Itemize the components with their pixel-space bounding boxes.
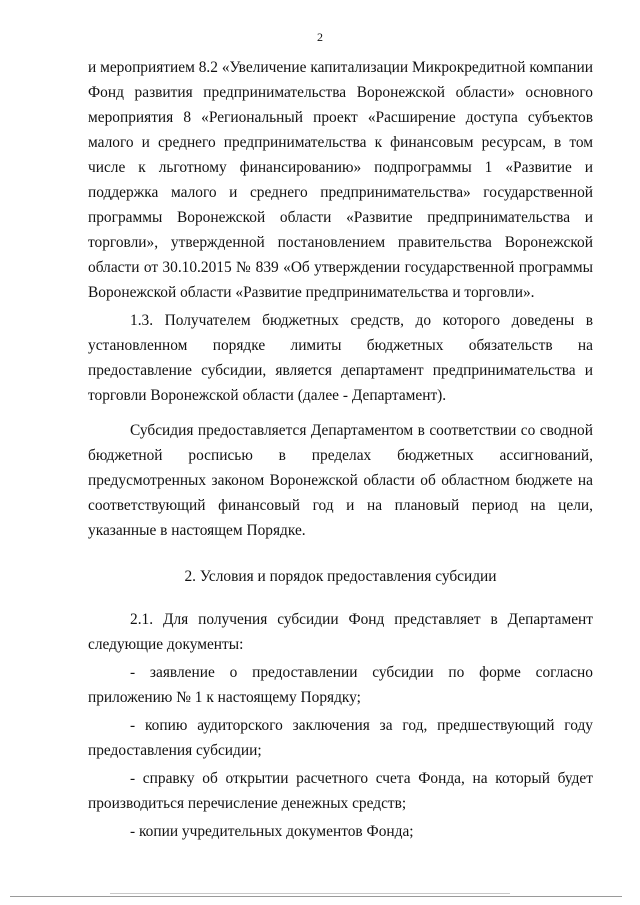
list-item-audit-copy: - копию аудиторского заключения за год, предшествующий году предоставления субсидии; bbox=[88, 717, 593, 759]
list-item-founding-documents: - копии учредительных документов Фонда; bbox=[130, 823, 414, 840]
page-number: 2 bbox=[317, 30, 323, 44]
list-item-application: - заявление о предоставлении субсидии по форме согласно приложению № 1 к настоящему Порядку; bbox=[88, 664, 593, 706]
scan-bottom-line bbox=[10, 896, 622, 897]
document-body bbox=[88, 55, 593, 844]
list-item-bank-certificate: - справку об открытии расчетного счета Фонда, на который будет производиться перечисление денежных средств; bbox=[88, 770, 593, 812]
scan-edge-line bbox=[110, 893, 510, 894]
paragraph-1-3: 1.3. Получателем бюджетных средств, до которого доведены в установленном порядке лимиты бюджетных обязательств на предоставление субсидии, является департамент предпринимательства и торговли Воронежской области (далее - Департамент). bbox=[88, 312, 593, 404]
section-heading: 2. Условия и порядок предоставления субсидии bbox=[184, 568, 497, 585]
paragraph-2-1: 2.1. Для получения субсидии Фонд представляет в Департамент следующие документы: bbox=[88, 611, 593, 653]
paragraph-subsidy: Субсидия предоставляется Департаментом в соответствии со сводной бюджетной росписью в пределах бюджетных ассигнований, предусмотренных законом Воронежской области об областном бюджете на соответствующий финансовый год и на плановый период на цели, указанные в настоящем Порядке. bbox=[88, 422, 593, 539]
paragraph-continuation: и мероприятием 8.2 «Увеличение капитализации Микрокредитной компании Фонд развития предпринимательства Воронежской области» основного мероприятия 8 «Региональный проект «Расширение доступа субъектов малого и среднего предпринимательства к финансовым ресурсам, в том числе к льготному финансированию» подпрограммы 1 «Развитие и поддержка малого и среднего предпринимательства» государственной программы Воронежской области «Развитие предпринимательства и торговли», утвержденной постановлением правительства Воронежской области от 30.10.2015 № 839 «Об утверждении государственной программы Воронежской области «Развитие предпринимательства и торговли». bbox=[88, 59, 593, 301]
